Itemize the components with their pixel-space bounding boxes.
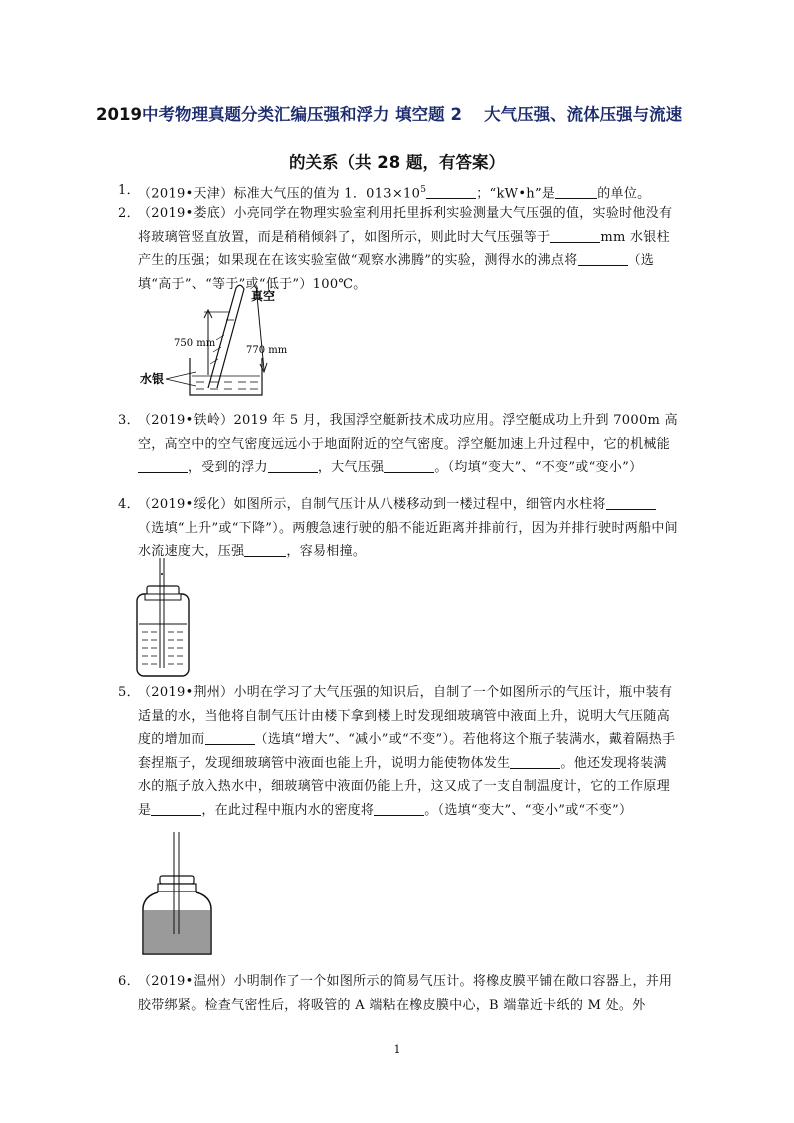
- vacuum-label: 真空: [251, 289, 276, 303]
- trough-outline: [190, 358, 262, 395]
- answer-blank[interactable]: [138, 458, 188, 473]
- answer-blank[interactable]: [550, 228, 600, 243]
- bottle-cap: [160, 876, 194, 884]
- page-number: 1: [393, 1043, 401, 1056]
- question-3: [118, 409, 678, 480]
- answer-blank[interactable]: [205, 730, 255, 745]
- question-number: 3．: [118, 413, 140, 428]
- question-number: 4．: [118, 497, 140, 512]
- question-4: [118, 493, 678, 564]
- question-text: 。他还发现将装满水的瓶子放入热水中，细玻璃管中液面仍能上升，这又成了一支自制温度计，它的工作原理是: [138, 755, 671, 818]
- question-6: [118, 970, 678, 1017]
- question-number: 1．: [118, 183, 140, 198]
- length-770-label: 770 mm: [246, 345, 288, 356]
- mercury-label: 水银: [140, 372, 165, 386]
- answer-blank[interactable]: [244, 542, 286, 557]
- question-number: 5．: [118, 685, 140, 700]
- mercury-dashes: [196, 382, 258, 389]
- question-text: ，容易相撞。: [286, 544, 367, 559]
- title-year: 2019: [96, 105, 142, 124]
- question-text: mm 水银柱产生的压强；如果现在在该实验室做“观察水沸腾”的实验，测得水的沸点将: [138, 229, 670, 268]
- answer-blank[interactable]: [606, 495, 656, 510]
- question-5: [118, 681, 678, 822]
- question-body: [138, 409, 678, 480]
- question-text: 。（选填“变大”、“变小”或“不变”）: [424, 802, 633, 818]
- question-body: （2019•温州）小明制作了一个如图所示的简易气压计。将橡皮膜平铺在敞口容器上，并用胶带绑紧。检查气密性后，将吸管的 A 端粘在橡皮膜中心，B 端靠近卡纸的 M 处。外: [138, 974, 673, 1013]
- bottle-collar: [158, 884, 196, 892]
- question-body: [138, 493, 678, 564]
- torricelli-figure: [138, 280, 288, 400]
- glass-tube: [208, 285, 244, 388]
- question-text: ；“kW•h”是: [476, 186, 556, 202]
- bottle-barometer-figure: [136, 556, 196, 678]
- answer-blank[interactable]: [555, 184, 597, 199]
- answer-blank[interactable]: [374, 801, 424, 816]
- question-text: （选填“增大”、“减小”或“不变”）。若他将这个瓶子装满水，戴着隔热手套捏瓶子，发现细玻璃管中液面也能上升，说明力能使物体发生: [138, 732, 676, 771]
- page-title: [96, 104, 706, 126]
- page-title-line2: 的关系（共 28 题，有答案）: [289, 153, 505, 172]
- question-text: （2019•娄底）小亮同学在物理实验室利用托里拆利实验测量大气压强的值，实验时他没有将玻璃管竖直放置，而是稍稍倾斜了，如图所示，则此时大气压强等于: [138, 206, 673, 245]
- question-body: [138, 681, 678, 822]
- answer-blank[interactable]: [384, 458, 434, 473]
- title-sub: 2 大气压强、流体压强与流速: [450, 105, 683, 124]
- question-text: ，在此过程中瓶内水的密度将: [201, 802, 375, 818]
- question-text: （2019•荆州）小明在学习了大气压强的知识后，自制了一个如图所示的气压计，瓶中装有适量的水，当他将自制气压计由楼下拿到楼上时发现细玻璃管中液面上升，说明大气压随高度的增加而: [138, 685, 673, 747]
- question-number: 2．: [118, 206, 140, 221]
- answer-blank[interactable]: [510, 754, 560, 769]
- question-text: 。（均填“变大”、“不变”或“变小”）: [434, 460, 643, 475]
- height-750-label: 750 mm: [174, 338, 216, 349]
- question-text: （2019•绥化）如图所示，自制气压计从八楼移动到一楼过程中，细管内水柱将: [138, 497, 606, 512]
- bottle-collar: [145, 594, 181, 600]
- question-number: 6．: [118, 974, 140, 989]
- answer-blank[interactable]: [426, 184, 476, 199]
- answer-blank[interactable]: [578, 251, 628, 266]
- bottle-tube-figure: [140, 830, 216, 960]
- question-text: 的单位。: [597, 186, 651, 202]
- superscript: 5: [420, 185, 427, 195]
- question-text: （选填“上升”或“下降”）。两艘急速行驶的船不能近距离并排前行，因为并排行驶时两船中间水流速度大，压强: [138, 520, 678, 559]
- bottle-water: [144, 910, 210, 953]
- answer-blank[interactable]: [151, 801, 201, 816]
- question-text: ，大气压强: [317, 460, 385, 475]
- answer-blank[interactable]: [268, 458, 318, 473]
- question-text: （选填“高于”、“等于”或“低于”）100℃。: [138, 253, 655, 292]
- question-text: （2019•天津）标准大气压的值为 1．013×10: [138, 186, 421, 202]
- question-text: ，受到的浮力: [188, 460, 268, 475]
- question-text: （2019•铁岭）2019 年 5 月，我国浮空艇新技术成功应用。浮空艇成功上升到 7000m 高空，高空中的空气密度远远小于地面附近的空气密度。浮空艇加速上升过程中，它的机械能: [138, 413, 678, 452]
- title-main: 中考物理真题分类汇编压强和浮力 填空题: [141, 105, 445, 124]
